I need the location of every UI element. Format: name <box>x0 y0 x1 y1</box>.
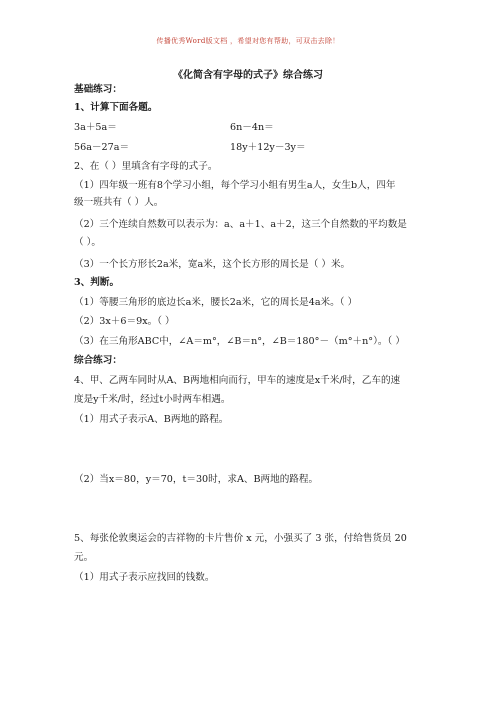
question-4-line-2: 度是y千米/时，经过t小时两车相遇。 <box>74 394 231 405</box>
question-1-row-2 <box>74 142 424 154</box>
question-2-item-1-line-2: 级一班共有（ ）人。 <box>74 197 164 208</box>
question-3-item-1: （1）等腰三角形的底边长a米，腰长2a米，它的周长是4a米。（ ） <box>74 297 358 308</box>
question-3-title: 3、判断。 <box>74 277 120 288</box>
question-2-title: 2、在（ ）里填含有字母的式子。 <box>74 161 218 172</box>
question-1-title: 1、计算下面各题。 <box>74 102 158 113</box>
expression-18y-plus-12y-minus-3y: 18y＋12y－3y＝ <box>230 142 306 153</box>
question-3-item-3: （3）在三角形ABC中，∠A＝m°，∠B＝n°，∠B＝180°－（m°＋n°）。（ ） <box>74 336 405 347</box>
expression-3a-plus-5a: 3a＋5a＝ <box>74 122 117 133</box>
question-4-item-2: （2）当x＝80，y＝70，t＝30时，求A、B两地的路程。 <box>74 474 319 485</box>
question-4-line-1: 4、甲、乙两车同时从A、B两地相向而行，甲车的速度是x千米/时，乙车的速 <box>74 375 401 386</box>
question-2-item-3: （3）一个长方形长2a米，宽a米，这个长方形的周长是（ ）米。 <box>74 259 351 270</box>
header-banner: 传播优秀Word版文档 ，希望对您有帮助，可双击去除！ <box>156 37 340 45</box>
expression-56a-minus-27a: 56a－27a＝ <box>74 142 130 153</box>
question-2-item-1-line-1: （1）四年级一班有8个学习小组，每个学习小组有男生a人，女生b人，四年 <box>74 180 396 191</box>
question-5-line-2: 元。 <box>74 552 94 563</box>
question-2-item-2-line-2: （ ）。 <box>74 237 102 248</box>
question-2-item-2-line-1: （2）三个连续自然数可以表示为：a、a＋1、a＋2，这三个自然数的平均数是 <box>74 219 407 230</box>
expression-6n-minus-4n: 6n－4n＝ <box>230 122 274 133</box>
question-3-item-2: （2）3x＋6＝9x。（ ） <box>74 316 175 327</box>
section-heading-basic: 基础练习： <box>74 84 122 95</box>
page-title: 《化简含有字母的式子》综合练习 <box>173 70 323 81</box>
question-5-item-1: （1）用式子表示应找回的钱数。 <box>74 572 215 583</box>
question-4-item-1: （1）用式子表示A、B两地的路程。 <box>74 414 229 425</box>
question-5-line-1: 5、每张伦敦奥运会的吉祥物的卡片售价 x 元，小强买了 3 张，付给售货员 20 <box>74 533 407 544</box>
section-heading-comprehensive: 综合练习： <box>74 355 122 366</box>
question-1-row-1 <box>74 122 424 134</box>
